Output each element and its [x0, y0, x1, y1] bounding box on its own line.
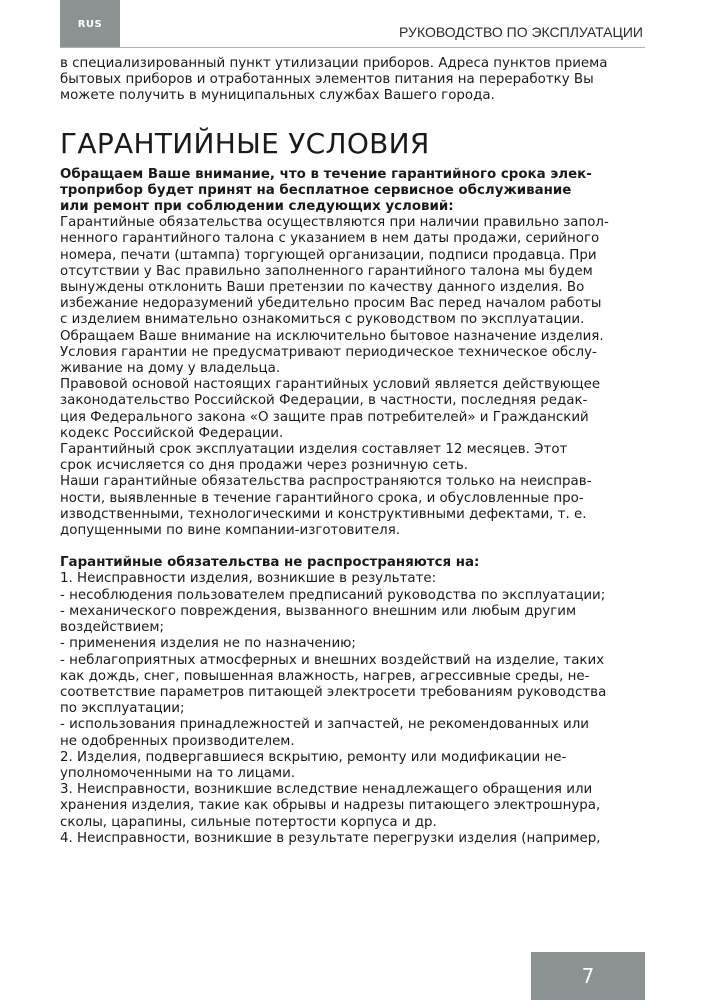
section-title: ГАРАНТИЙНЫЕ УСЛОВИЯ: [60, 126, 430, 160]
warranty-paragraph: Гарантийные обязательства осуществляются при наличии правильно запол- ненного гарантийного талона с указанием в нем даты продажи, серийного номера, печати (штампа) торгующей организации, подписи продавца. При отсутствии у Вас правильно заполненного гарантийного талона мы будем вынуждены отклонить Ваши претензии по качеству данного изделия. Во избежание недоразумений убедительно просим Вас перед началом работы с изделием внимательно ознакомиться с руководством по эксплуатации.: [60, 215, 609, 328]
warranty-paragraph: Правовой основой настоящих гарантийных условий является действующее законодательство Российской Федерации, в частности, последняя редак- ция Федерального закона «О защите прав потребителей» и Гражданский кодекс Российской Федерации.: [60, 377, 601, 441]
exclusion-item: - применения изделия не по назначению;: [60, 636, 356, 652]
manual-header-title: РУКОВОДСТВО ПО ЭКСПЛУАТАЦИИ: [399, 24, 643, 40]
warranty-paragraph: Гарантийный срок эксплуатации изделия составляет 12 месяцев. Этот срок исчисляется со дня продажи через розничную сеть.: [60, 442, 568, 474]
warranty-paragraph: Условия гарантии не предусматривают периодическое техническое обслу- живание на дому у владельца.: [60, 344, 597, 377]
exclusions-heading: Гарантийные обязательства не распространяются на:: [60, 555, 480, 571]
exclusion-item: 4. Неисправности, возникшие в результате перегрузки изделия (например,: [60, 830, 601, 846]
language-tab: RUS: [60, 0, 120, 48]
spacer: [60, 539, 645, 555]
warranty-paragraph: Наши гарантийные обязательства распространяются только на неисправ- ности, выявленные в течение гарантийного срока, и обусловленные про- изводственными, технологическими и конструктивными дефектами, т. е. допущенными по вине компании-изготовителя.: [60, 474, 592, 539]
exclusion-item: 3. Неисправности, возникшие вследствие ненадлежащего обращения или хранения изделия, такие как обрывы и надрезы питающего электрошнура, сколы, царапины, сильные потертости корпуса и др.: [60, 782, 601, 830]
page-number: 7: [531, 952, 645, 1000]
page-content: [60, 56, 645, 847]
warranty-paragraph: Обращаем Ваше внимание на исключительно бытовое назначение изделия.: [60, 328, 604, 344]
exclusion-item: - несоблюдения пользователем предписаний руководства по эксплуатации;: [60, 587, 606, 603]
intro-paragraph: в специализированный пункт утилизации приборов. Адреса пунктов приема бытовых приборов и отработанных элементов питания на переработку Вы можете получить в муниципальных службах Вашего города.: [60, 56, 608, 104]
exclusion-item: 1. Неисправности изделия, возникшие в результате:: [60, 571, 437, 587]
header-divider: [60, 47, 645, 48]
exclusion-item: - механического повреждения, вызванного внешним или любым другим воздействием;: [60, 603, 577, 636]
warranty-notice: Обращаем Ваше внимание, что в течение гарантийного срока элек- троприбор будет принят на бесплатное сервисное обслуживание или ремонт при соблюдении следующих условий:: [60, 166, 592, 215]
exclusion-item: 2. Изделия, подвергавшиеся вскрытию, ремонту или модификации не- уполномоченными на то лицами.: [60, 749, 567, 781]
exclusion-item: - использования принадлежностей и запчастей, не рекомендованных или не одобренных производителем.: [60, 717, 589, 749]
exclusion-item: - неблагоприятных атмосферных и внешних воздействий на изделие, таких как дождь, снег, повышенная влажность, нагрев, агрессивные среды, не- соответствие параметров питающей электросети требованиям руководства по эксплуатации;: [60, 652, 607, 717]
